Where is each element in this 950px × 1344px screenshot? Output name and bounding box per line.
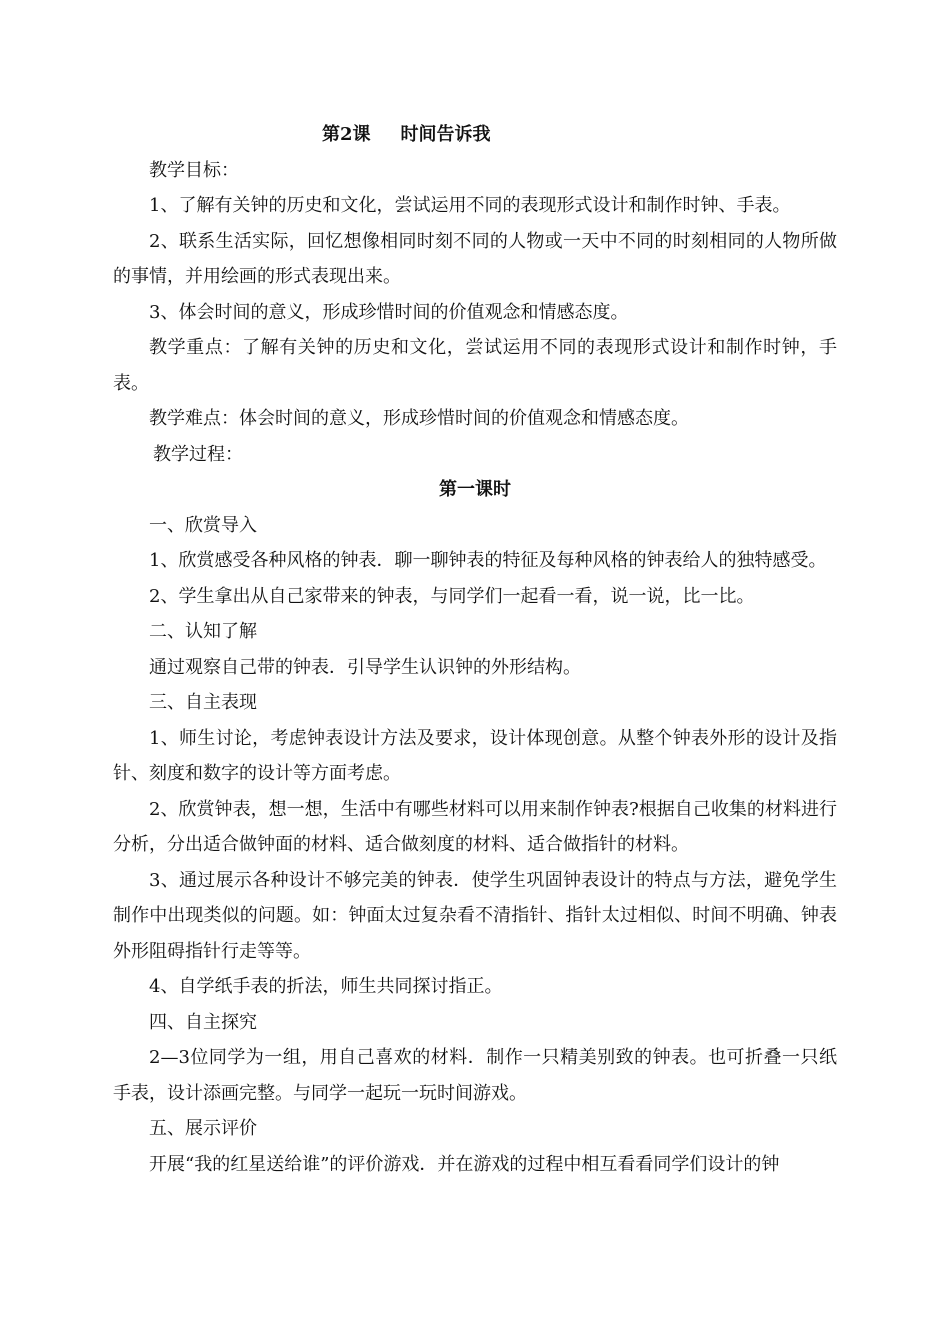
lesson-title-line xyxy=(113,117,837,153)
section-item: 1、欣赏感受各种风格的钟表．聊一聊钟表的特征及每种风格的钟表给人的独特感受。 xyxy=(149,550,827,571)
process-heading: 教学过程： xyxy=(153,443,243,465)
section-item: 开展“我的红星送给谁”的评价游戏．并在游戏的过程中相互看看同学们设计的钟 xyxy=(149,1153,780,1175)
objective-item: 3、体会时间的意义，形成珍惜时间的价值观念和情感态度。 xyxy=(149,301,629,323)
difficult-point: 教学难点：体会时间的意义，形成珍惜时间的价值观念和情感态度。 xyxy=(149,408,689,429)
objectives-heading: 教学目标： xyxy=(149,159,239,181)
section-item: 2、学生拿出从自己家带来的钟表，与同学们一起看一看，说一说，比一比。 xyxy=(149,585,755,607)
document-body xyxy=(113,117,837,1182)
period-title: 第一课时 xyxy=(439,479,511,500)
key-point: 教学重点：了解有关钟的历史和文化，尝试运用不同的表现形式设计和制作时钟，手表。 xyxy=(113,337,837,394)
section-item: 2、欣赏钟表，想一想，生活中有哪些材料可以用来制作钟表?根据自己收集的材料进行分析，分出适合做钟面的材料、适合做刻度的材料、适合做指针的材料。 xyxy=(113,798,837,855)
section-heading: 一、欣赏导入 xyxy=(149,514,257,536)
section-item: 3、通过展示各种设计不够完美的钟表．使学生巩固钟表设计的特点与方法，避免学生制作中出现类似的问题。如：钟面太过复杂看不清指针、指针太过相似、时间不明确、钟表外形阻碍指针行走等等。 xyxy=(113,869,837,962)
lesson-title: 时间告诉我 xyxy=(400,124,491,145)
objective-item: 1、了解有关钟的历史和文化，尝试运用不同的表现形式设计和制作时钟、手表。 xyxy=(149,195,791,216)
section-heading: 三、自主表现 xyxy=(149,692,257,713)
section-heading: 五、展示评价 xyxy=(149,1118,257,1139)
lesson-number: 第2课 xyxy=(322,124,371,145)
section-item: 4、自学纸手表的折法，师生共同探讨指正。 xyxy=(149,976,503,997)
objective-item: 2、联系生活实际，回忆想像相同时刻不同的人物或一天中不同的时刻相同的人物所做的事情，并用绘画的形式表现出来。 xyxy=(113,230,837,287)
section-item: 通过观察自己带的钟表．引导学生认识钟的外形结构。 xyxy=(149,656,581,678)
section-item: 1、师生讨论，考虑钟表设计方法及要求，设计体现创意。从整个钟表外形的设计及指针、刻度和数字的设计等方面考虑。 xyxy=(113,727,837,784)
section-item: 2—3位同学为一组，用自己喜欢的材料．制作一只精美别致的钟表。也可折叠一只纸手表，设计添画完整。与同学一起玩一玩时间游戏。 xyxy=(113,1047,837,1104)
section-heading: 二、认知了解 xyxy=(149,621,257,642)
section-heading: 四、自主探究 xyxy=(149,1011,257,1033)
